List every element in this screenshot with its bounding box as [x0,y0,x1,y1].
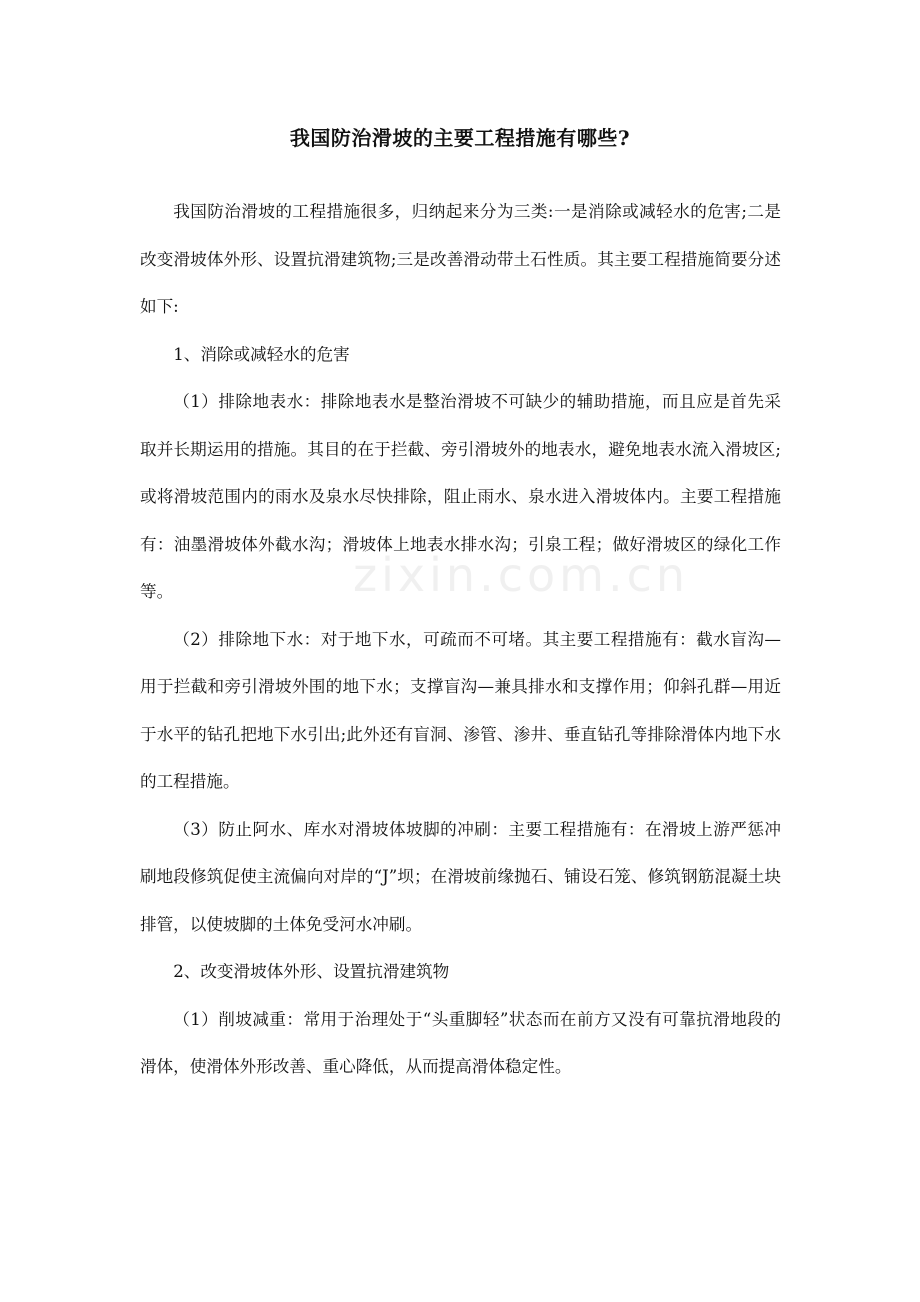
watermark: zixin.com.cn [353,548,690,602]
paragraph-intro: 我国防治滑坡的工程措施很多，归纳起来分为三类:一是消除或减轻水的危害;二是改变滑坡体外形、设置抗滑建筑物;三是改善滑动带土石性质。其主要工程措施简要分述如下: [140,202,781,316]
document-body [140,188,781,1091]
paragraph-surface-water: （1）排除地表水：排除地表水是整治滑坡不可缺少的辅助措施，而且应是首先采取并长期运用的措施。其目的在于拦截、旁引滑坡外的地表水，避免地表水流入滑坡区;或将滑坡范围内的雨水及泉水尽快排除，阻止雨水、泉水进入滑坡体内。主要工程措施有：油墨滑坡体外截水沟；滑坡体上地表水排水沟；引泉工程；做好滑坡区的绿化工作等。 [140,392,781,601]
paragraph-erosion: （3）防止阿水、库水对滑坡体坡脚的冲刷：主要工程措施有：在滑坡上游严惩冲刷地段修筑促使主流偏向对岸的“J”坝；在滑坡前缘抛石、铺设石笼、修筑钢筋混凝土块排管，以使坡脚的土体免受河水冲刷。 [140,819,781,934]
section-heading-2: 2、改变滑坡体外形、设置抗滑建筑物 [173,962,450,981]
section-heading-1: 1、消除或减轻水的危害 [173,344,350,364]
document-title: 我国防治滑坡的主要工程措施有哪些? [289,126,631,150]
paragraph-slope-cutting: （1）削坡减重：常用于治理处于“头重脚轻”状态而在前方又没有可靠抗滑地段的滑体，使滑体外形改善、重心降低，从而提高滑体稳定性。 [140,1009,781,1076]
paragraph-groundwater: （2）排除地下水：对于地下水，可疏而不可堵。其主要工程措施有：截水盲沟—用于拦截和旁引滑坡外围的地下水；支撑盲沟—兼具排水和支撑作用；仰斜孔群—用近于水平的钻孔把地下水引出;此外还有盲洞、渗管、渗井、垂直钻孔等排除滑体内地下水的工程措施。 [140,629,781,791]
